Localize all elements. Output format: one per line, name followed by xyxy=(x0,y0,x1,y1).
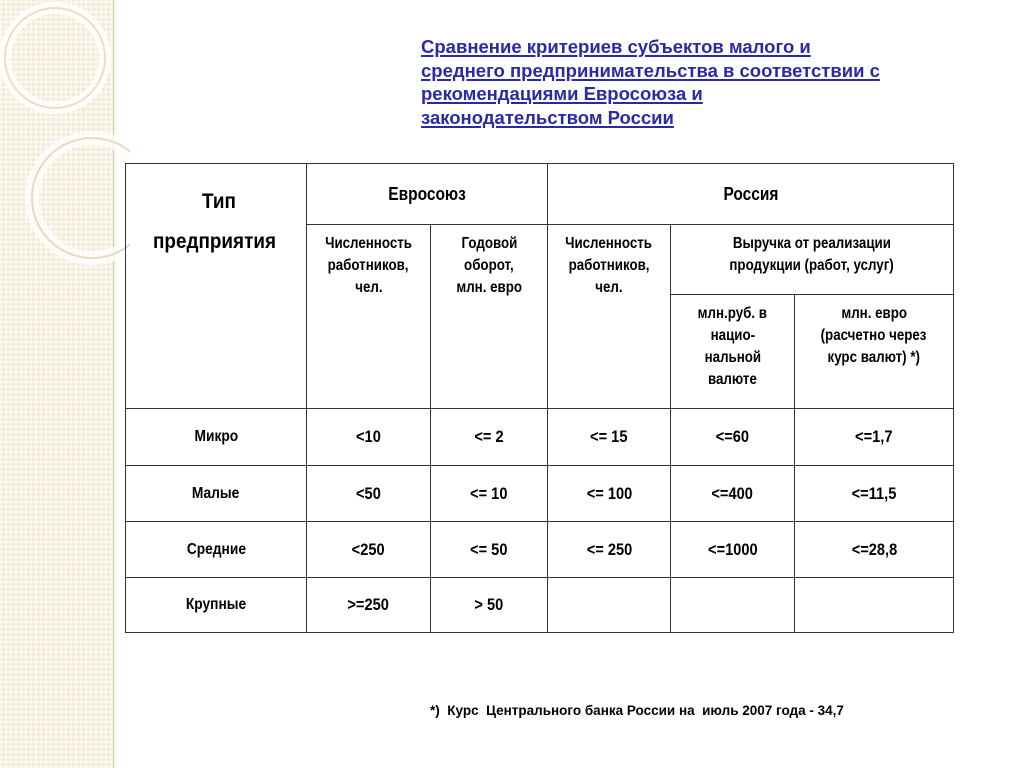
footnote: *) Курс Центрального банка России на июль 2007 года - 34,7 xyxy=(430,703,844,718)
cell-eu-employees xyxy=(307,522,431,578)
header-eu xyxy=(307,164,548,225)
cell-ru-rub xyxy=(671,466,795,522)
cell-ru-rub xyxy=(671,522,795,578)
row-label-text: Малые xyxy=(192,484,240,502)
header-line: работников, xyxy=(328,257,409,274)
header-line: Численность xyxy=(325,235,412,252)
title-line: законодательством России xyxy=(421,106,674,128)
row-label xyxy=(126,522,307,578)
row-label-text: Микро xyxy=(194,428,238,445)
ring-top-edge xyxy=(5,8,105,108)
cell-eu-turnover xyxy=(431,578,548,633)
cell-value: <=11,5 xyxy=(851,483,897,503)
cell-value: > 50 xyxy=(474,595,504,614)
cell-value: <=1000 xyxy=(707,539,758,559)
header-ru-employees xyxy=(548,225,671,409)
table-row xyxy=(126,409,954,466)
header-eu-turnover xyxy=(431,225,548,409)
cell-ru-eur xyxy=(795,522,954,578)
ring-bottom xyxy=(32,138,130,258)
header-ru-revenue xyxy=(671,225,954,295)
header-russia-label: Россия xyxy=(723,184,778,204)
cell-value: <10 xyxy=(356,427,381,446)
header-line: чел. xyxy=(595,279,623,296)
header-line: продукции (работ, услуг) xyxy=(729,257,895,274)
header-line: Годовой xyxy=(461,235,517,252)
cell-ru-employees xyxy=(548,522,671,578)
slide-title xyxy=(421,35,996,129)
header-line: оборот, xyxy=(464,257,514,274)
cell-ru-rub xyxy=(671,409,795,466)
title-line: среднего предпринимательства в соответствии с xyxy=(421,59,880,81)
cell-ru-employees xyxy=(548,409,671,466)
cell-eu-turnover xyxy=(431,522,548,578)
header-line: нальной xyxy=(704,349,761,366)
header-russia xyxy=(548,164,954,225)
header-line: Численность xyxy=(565,235,653,252)
cell-value: <= 2 xyxy=(474,427,504,446)
cell-value: <50 xyxy=(356,483,381,503)
header-line: чел. xyxy=(354,279,383,296)
cell-value: <= 50 xyxy=(470,539,508,559)
decorative-rings xyxy=(0,0,130,300)
cell-ru-rub xyxy=(671,578,795,633)
title-line: рекомендациями Евросоюза и xyxy=(421,83,703,104)
row-label xyxy=(126,578,307,633)
header-line: нацио- xyxy=(710,327,755,344)
title-line: Сравнение критериев субъектов малого и xyxy=(421,36,811,57)
cell-value: >=250 xyxy=(347,595,390,614)
header-ru-rub xyxy=(671,295,795,409)
cell-ru-employees xyxy=(548,578,671,633)
cell-value: <= 10 xyxy=(470,483,508,503)
cell-eu-employees xyxy=(307,578,431,633)
table-row xyxy=(126,522,954,578)
header-line: млн. евро xyxy=(841,305,907,322)
cell-value: <= 250 xyxy=(586,539,632,559)
row-label-text: Средние xyxy=(186,540,246,558)
header-line: (расчетно через xyxy=(821,327,927,344)
cell-value: <= 100 xyxy=(586,483,632,503)
cell-value: <=1,7 xyxy=(855,427,893,446)
header-line: Выручка от реализации xyxy=(732,235,892,252)
header-line: предприятия xyxy=(152,230,276,253)
header-eu-label: Евросоюз xyxy=(388,184,466,204)
header-line: валюте xyxy=(708,371,757,388)
header-row-groups xyxy=(126,164,954,225)
cell-eu-employees xyxy=(307,409,431,466)
header-enterprise-type xyxy=(126,164,307,409)
header-line: Тип xyxy=(202,190,237,213)
cell-eu-employees xyxy=(307,466,431,522)
cell-value: <=400 xyxy=(711,483,754,503)
header-line: работников, xyxy=(568,257,650,274)
header-ru-eur xyxy=(795,295,954,409)
table-row xyxy=(126,578,954,633)
table-row xyxy=(126,466,954,522)
criteria-table xyxy=(125,163,954,633)
cell-value: <=28,8 xyxy=(851,539,897,559)
cell-ru-eur xyxy=(795,409,954,466)
header-line: млн.руб. в xyxy=(697,305,768,322)
row-label xyxy=(126,466,307,522)
row-label xyxy=(126,409,307,466)
header-eu-employees xyxy=(307,225,431,409)
cell-ru-eur xyxy=(795,578,954,633)
cell-eu-turnover xyxy=(431,409,548,466)
cell-eu-turnover xyxy=(431,466,548,522)
row-label-text: Крупные xyxy=(185,596,247,613)
cell-value: <= 15 xyxy=(590,427,628,446)
cell-value: <250 xyxy=(352,539,385,559)
header-line: млн. евро xyxy=(456,279,522,296)
header-line: курс валют) *) xyxy=(827,349,921,366)
cell-ru-employees xyxy=(548,466,671,522)
cell-ru-eur xyxy=(795,466,954,522)
cell-value: <=60 xyxy=(715,427,750,446)
